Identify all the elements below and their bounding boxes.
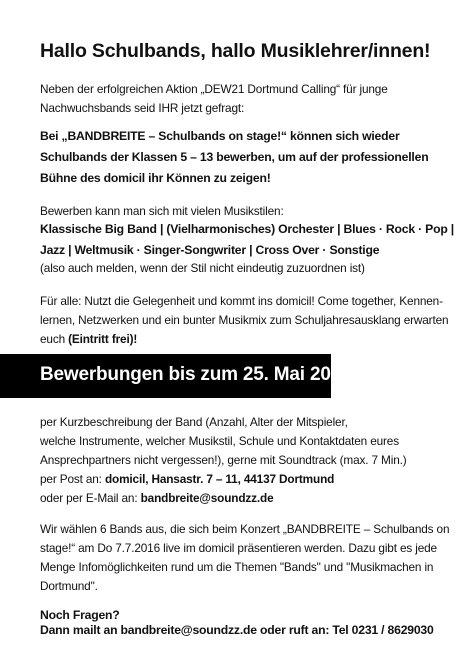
invite-last-prefix: euch (40, 332, 69, 346)
styles-lead: Bewerben kann man sich mit vielen Musikstilen: (40, 204, 284, 218)
highlight-line: Bei „BANDBREITE – Schulbands on stage!“ können sich wieder (40, 129, 400, 143)
deadline-banner (0, 354, 352, 398)
application-line: Ansprechpartners nicht vergessen!), gerne mit Soundtrack (max. 7 Min.) (40, 453, 407, 467)
intro-paragraph (40, 80, 440, 118)
highlight-line: Bühne des domicil ihr Können zu zeigen! (40, 171, 271, 185)
invite-line: lernen, Netzwerken und ein bunter Musikmix zum Schuljahresausklang erwarten (40, 313, 449, 327)
page-title: Hallo Schulbands, hallo Musiklehrer/innen! (40, 40, 431, 62)
application-paragraph (40, 413, 440, 508)
contact-block (40, 608, 440, 638)
application-line: per Kurzbeschreibung der Band (Anzahl, Alter der Mitspieler, (40, 415, 348, 429)
email-address: bandbreite@soundzz.de (140, 491, 274, 505)
styles-list-line: Klassische Big Band | (Vielharmonisches) Orchester | Blues · Rock · Pop | (40, 222, 454, 236)
intro-line: Nachwuchsbands seid IHR jetzt gefragt: (40, 101, 245, 115)
post-address: domicil, Hansastr. 7 – 11, 44137 Dortmund (104, 472, 335, 486)
selection-line: Menge Infomöglichkeiten rund um die Themen "Bands" und "Musikmachen in (40, 560, 434, 574)
selection-line: Wir wählen 6 Bands aus, die sich beim Konzert „BANDBREITE – Schulbands on (40, 522, 450, 536)
styles-list (40, 219, 454, 261)
highlight-line: Schulbands der Klassen 5 – 13 bewerben, um auf der professionellen (40, 150, 429, 164)
selection-line: stage!“ am Do 7.7.2016 live im domicil präsentieren werden. Dazu gibt es jede (40, 541, 437, 555)
post-prefix: per Post an: (40, 472, 105, 486)
intro-line: Neben der erfolgreichen Aktion „DEW21 Dortmund Calling“ für junge (40, 82, 388, 96)
highlight-paragraph (40, 126, 440, 189)
invite-paragraph (40, 292, 449, 349)
contact-line: Dann mailt an bandbreite@soundzz.de oder ruft an: Tel 0231 / 8629030 (40, 623, 434, 637)
styles-note: (also auch melden, wenn der Stil nicht eindeutig zuzuordnen ist) (40, 261, 365, 275)
deadline-banner-text: Bewerbungen bis zum 25. Mai 2016 (40, 364, 352, 385)
post-line (40, 470, 440, 489)
email-line (40, 489, 440, 508)
email-prefix: oder per E-Mail an: (40, 491, 141, 505)
free-entry-note: (Eintritt frei)! (68, 332, 138, 346)
contact-question: Noch Fragen? (40, 608, 120, 622)
application-line: welche Instrumente, welcher Musikstil, Schule und Kontaktdaten eures (40, 434, 399, 448)
styles-list-line: Jazz | Weltmusik · Singer-Songwriter | Cross Over · Sonstige (40, 243, 380, 257)
selection-line: Dortmund". (40, 579, 98, 593)
invite-line: Für alle: Nutzt die Gelegenheit und kommt ins domicil! Come together, Kennen- (40, 294, 443, 308)
selection-paragraph (40, 520, 450, 596)
invite-last-line (40, 330, 440, 349)
